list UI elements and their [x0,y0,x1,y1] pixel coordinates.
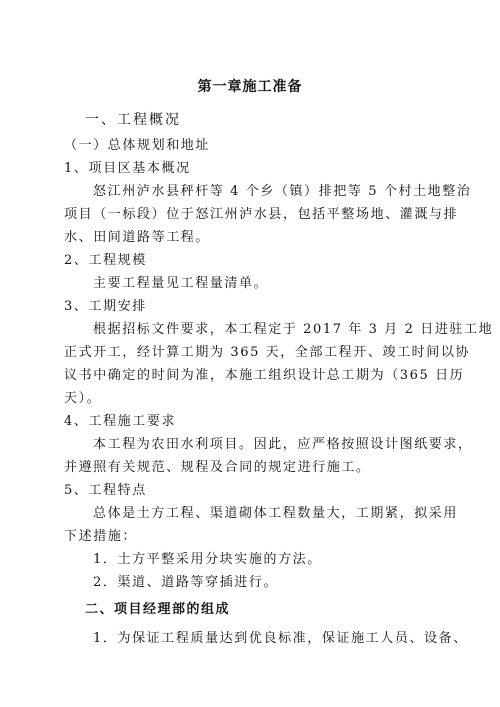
item-heading-5: 5、工程特点 [64,483,147,498]
section-heading-project-team: 二、项目经理部的组成 [85,602,231,617]
paragraph-line: 天）。 [64,391,102,406]
paragraph-line: 下述措施： [64,529,138,544]
item-heading-1: 1、项目区基本概况 [64,161,191,176]
paragraph-line: 1．为保证工程质量达到优良标准，保证施工人员、设备、 [93,631,468,646]
item-heading-2: 2、工程规模 [64,253,147,268]
list-item: 2．渠道、道路等穿插进行。 [93,575,279,590]
section-heading-overview: 一、工程概况 [85,112,181,128]
paragraph-line: 怒江州泸水县秤杆等 4 个乡（镇）排把等 5 个村土地整治 [93,184,472,199]
paragraph-line: 主要工程量见工程量清单。 [93,276,269,291]
paragraph-line: 并遵照有关规范、规程及合同的规定进行施工。 [64,460,371,475]
paragraph-line: 项目（一标段）位于怒江州泸水县，包括平整场地、灌溉与排 [64,207,459,222]
paragraph-line: 议书中确定的时间为准，本施工组织设计总工期为（365 日历 [64,368,465,383]
paragraph-line: 总体是土方工程、渠道砌体工程数量大，工期紧，拟采用 [93,506,459,521]
item-heading-3: 3、工期安排 [64,299,147,314]
subsection-heading-planning: （一）总体规划和地址 [64,138,211,153]
paragraph-line: 水、田间道路等工程。 [64,230,211,245]
paragraph-line: 根据招标文件要求，本工程定于 2017 年 3 月 2 日进驻工地 [93,322,494,337]
paragraph-line: 本工程为农田水利项目。因此，应严格按照设计图纸要求， [93,437,473,452]
paragraph-line: 正式开工，经计算工期为 365 天，全部工程开、竣工时间以协 [64,345,471,360]
list-item: 1．土方平整采用分块实施的方法。 [93,552,322,567]
chapter-title: 第一章施工准备 [197,79,303,95]
item-heading-4: 4、工程施工要求 [64,414,177,429]
